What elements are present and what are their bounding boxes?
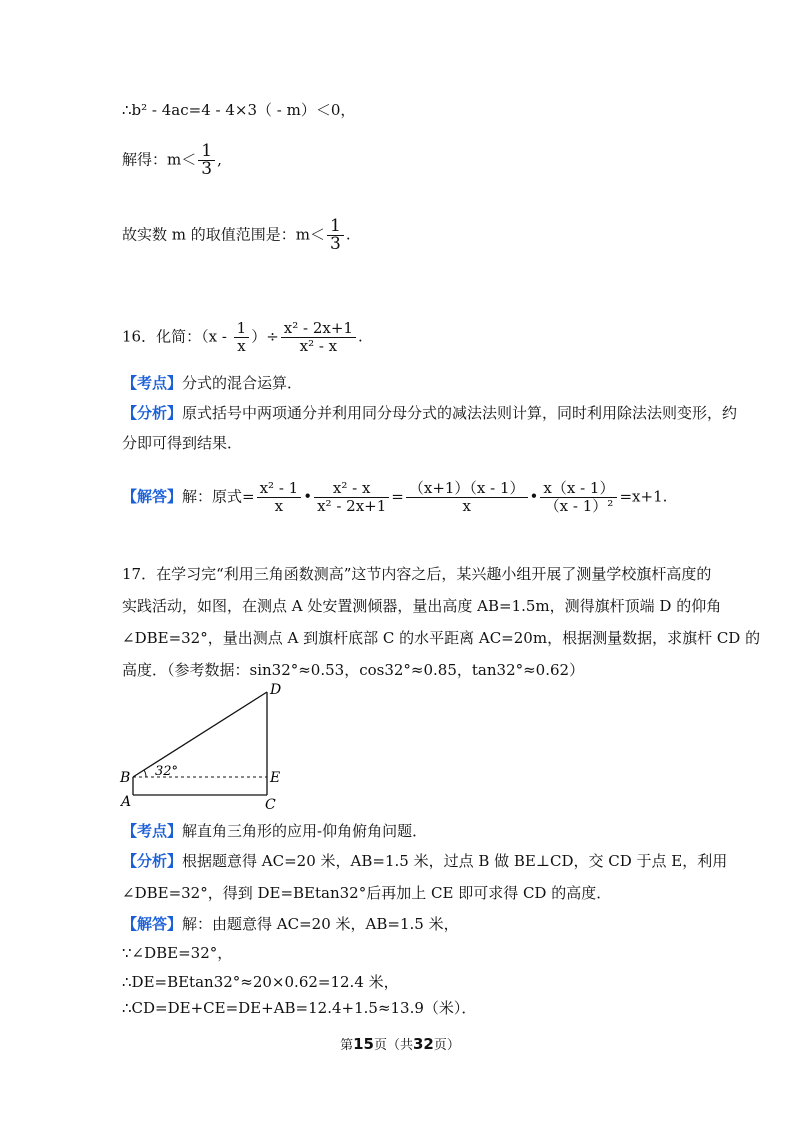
solution-line: 解得：m＜ $\frac{1}{3}$ , (122, 141, 222, 179)
fenxi-tag: 【分析】 (122, 852, 183, 870)
discriminant-line: ∴b² ‑ 4ac=4 ‑ 4×3（ ‑ m）＜0， (122, 101, 356, 119)
q17-fenxi: 【分析】根据题意得 AC=20 米，AB=1.5 米，过点 B 做 BE⊥CD，交 CD 于点 E，利用 (122, 852, 728, 870)
fraction: $\frac{\text{x² ‑ 1}}{x}$ (257, 480, 302, 515)
range-text: 故实数 m 的取值范围是：m＜ (122, 225, 325, 244)
q17-problem-3: ∠DBE=32°，量出测点 A 到旗杆底部 C 的水平距离 AC=20m，根据测量数据，求旗杆 CD 的 (122, 629, 761, 647)
fraction: $\frac{\text{x² ‑ x}}{\text{x² ‑ 2x+1}}$ (314, 480, 389, 515)
q16-jieda: 【解答】解：原式= $\frac{\text{x² ‑ 1}}{x}$ • $\frac{\text{x² ‑ x}}{\text{x² ‑ 2x+1}}$ = $\frac{(x+1)(x ‑ 1)}{x}$ • $\frac{x(x ‑ 1)}{\text{（x ‑ 1）²}}$ =x+1. (122, 479, 668, 515)
q17-kaodian: 【考点】解直角三角形的应用‑仰角俯角问题． (122, 822, 428, 840)
point-d-label: D (270, 682, 282, 698)
sight-line-bd (133, 692, 267, 777)
fraction: $\frac{1}{x}$ (234, 320, 250, 355)
fenxi-tag: 【分析】 (122, 404, 183, 422)
page-footer: 第15页（共32页） (340, 1035, 460, 1053)
angle-label: 32° (155, 764, 179, 779)
jieda-tag: 【解答】 (122, 487, 183, 506)
fraction-one-third: $\frac{1}{3}$ (327, 218, 344, 253)
fraction: $\frac{x(x ‑ 1)}{\text{（x ‑ 1）²}}$ (540, 480, 617, 515)
fraction: $\frac{(x+1)(x ‑ 1)}{x}$ (406, 480, 528, 515)
total-page-number: 32 (413, 1035, 434, 1053)
q17-problem-2: 实践活动，如图，在测点 A 处安置测倾器，量出高度 AB=1.5m，测得旗杆顶端 D 的仰角 (122, 597, 722, 615)
q16-kaodian: 【考点】分式的混合运算． (122, 374, 303, 392)
q16-fenxi-cont: 分即可得到结果． (122, 434, 243, 452)
range-line: 故实数 m 的取值范围是：m＜ $\frac{1}{3}$ . (122, 216, 351, 254)
current-page-number: 15 (353, 1035, 374, 1053)
q17-problem-1: 17．在学习完“利用三角函数测高”这节内容之后，某兴趣小组开展了测量学校旗杆高度的 (122, 565, 712, 583)
flagpole-figure (115, 682, 290, 812)
q17-jieda-4: ∴CD=DE+CE=DE+AB=12.4+1.5≈13.9（米）． (122, 999, 477, 1017)
point-a-label: A (121, 794, 132, 810)
q17-fenxi-cont: ∠DBE=32°，得到 DE=BEtan32°后再加上 CE 即可求得 CD 的高度． (122, 884, 612, 902)
kaodian-tag: 【考点】 (122, 822, 183, 840)
jieda-tag: 【解答】 (122, 915, 183, 933)
q16-problem: 16．化简：（x ‑ $\frac{1}{x}$ ）÷ $\frac{\text{x² ‑ 2x+1}}{\text{x² ‑ x}}$ . (122, 319, 363, 355)
point-e-label: E (270, 770, 281, 786)
point-c-label: C (265, 797, 276, 812)
point-b-label: B (120, 770, 131, 786)
fraction-one-third: $\frac{1}{3}$ (198, 143, 215, 178)
q17-jieda: 【解答】解：由题意得 AC=20 米，AB=1.5 米， (122, 915, 459, 933)
angle-arc (144, 770, 146, 777)
q16-fenxi: 【分析】原式括号中两项通分并利用同分母分式的减法法则计算，同时利用除法法则变形，约 (122, 404, 738, 422)
q17-jieda-2: ∵∠DBE=32°， (122, 944, 233, 962)
q17-problem-4: 高度．（参考数据：sin32°≈0.53，cos32°≈0.85，tan32°≈0.62） (122, 661, 585, 679)
solution-text: 解得：m＜ (122, 150, 197, 169)
kaodian-tag: 【考点】 (122, 374, 183, 392)
fraction: $\frac{\text{x² ‑ 2x+1}}{\text{x² ‑ x}}$ (281, 320, 356, 355)
q17-jieda-3: ∴DE=BEtan32°≈20×0.62=12.4 米， (122, 973, 399, 991)
